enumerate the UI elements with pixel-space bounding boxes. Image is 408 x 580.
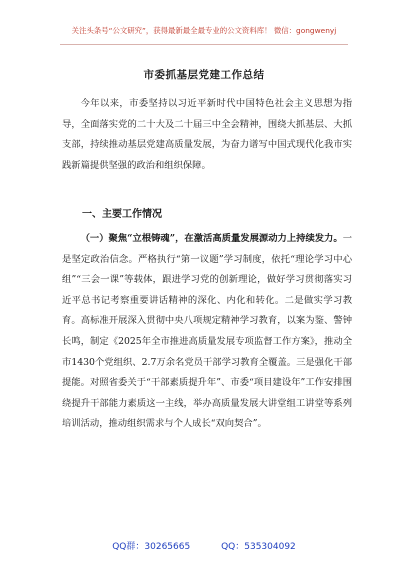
header-notice: 关注头条号“公文研究”，获得最新最全最专业的公文资料库！ 微信：gongwenyj: [71, 26, 337, 35]
item-1-lead: （一）聚焦“立根铸魂”，在激活高质量发展源动力上持续发力。: [80, 233, 343, 244]
item-1-paragraph: [62, 229, 352, 435]
footer-qq-group: QQ群：30265665: [112, 542, 191, 552]
footer-contact: [0, 541, 408, 553]
intro-paragraph: 今年以来，市委坚持以习近平新时代中国特色社会主义思想为指导，全面落实党的二十大及二十届三中全会精神，围绕大抓基层、大抓支部，持续推动基层党建高质量发展，为奋力谱写中国式现代化我市实践新篇提供坚强的政治和组织保障。: [62, 98, 352, 171]
item-1-body: 一是坚定政治信念。严格执行“第一议题”学习制度，依托“理论学习中心组”“三会一课”等载体，跟进学习党的创新理论，做好学习贯彻落实习近平总书记考察重要讲话精神的深化、内化和转化。二是做实学习教育。高标准开展深入贯彻中央八项规定精神学习教育，以案为鉴、警钟长鸣，制定《2025年全市推进高质量发展专项监督工作方案》，推动全市1430个党组织、2.7万余名党员干部学习教育全覆盖。三是强化干部提能。对照省委关于“干部素质提升年”、市委“项目建设年”工作安排围绕提升干部能力素质这一主线，举办高质量发展大讲堂组工讲堂等系列培训活动，推动组织需求与个人成长“双向契合”。: [62, 233, 352, 430]
document-title: 市委抓基层党建工作总结: [143, 69, 265, 81]
footer-qq-number: QQ：535304092: [221, 542, 296, 552]
section-heading: 一、主要工作情况: [82, 209, 162, 220]
header-divider: [60, 44, 348, 45]
